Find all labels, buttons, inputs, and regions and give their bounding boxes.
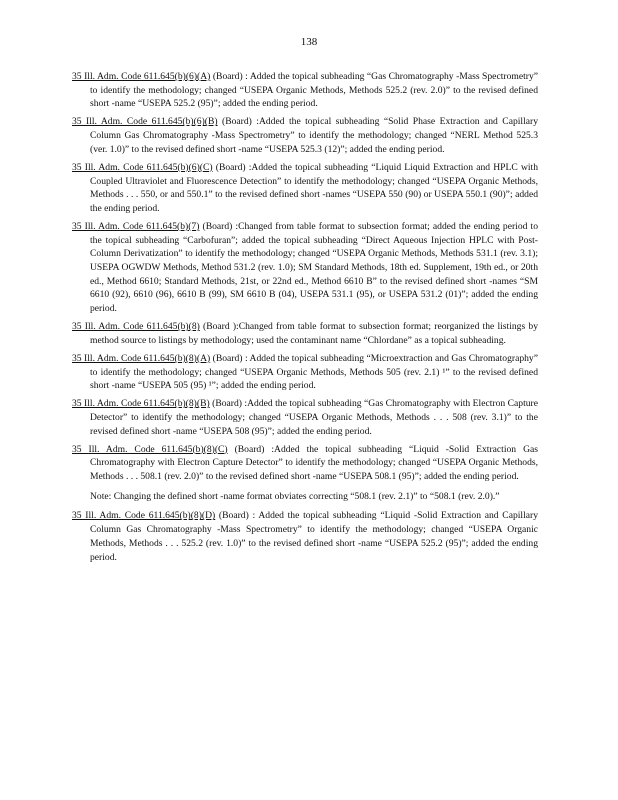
amendment-description: (Board) :Added the topical subheading “Solid Phase Extraction and Capillary Column Gas Chromatography -Mass Spectrometry” to identify the methodology; changed “NERL Method 525.3 (ver. 1.0)” to the revised defined short -name “USEPA 525.3 (12)”; added the ending period.: [90, 116, 538, 155]
code-citation: 35 Ill. Adm. Code 611.645(b)(6)(C): [72, 161, 213, 173]
amendment-description: (Board) : Added the topical subheading “Liquid -Solid Extraction and Capillary Column Gas Chromatography -Mass Spectrometry” to identify the methodology; changed “USEPA Organic Methods, Methods . . . 525.2 (rev. 1.0)” to the revised defined short -name “USEPA 525.2 (95)”; added the ending period.: [90, 510, 538, 563]
amendment-entry: [72, 70, 538, 111]
amendment-entry: [72, 443, 538, 484]
code-citation: 35 Ill. Adm. Code 611.645(b)(6)(B): [72, 116, 218, 128]
amendment-description: (Board) :Added the topical subheading “Gas Chromatography with Electron Capture Detector” to identify the methodology; changed “USEPA Organic Methods, Methods . . . 508 (rev. 3.1)” to the revised defined short -name “USEPA 508 (95)”; added the ending period.: [90, 398, 539, 437]
code-citation: 35 Ill. Adm. Code 611.645(b)(8)(A): [72, 352, 211, 364]
amendment-note: Note: Changing the defined short -name format obviates correcting “508.1 (rev. 2.1)” to “508.1 (rev. 2.0).”: [90, 490, 500, 502]
amendment-list: [72, 70, 538, 569]
amendment-description: (Board) : Added the topical subheading “Gas Chromatography -Mass Spectrometry” to identify the methodology; changed “USEPA Organic Methods, Methods 525.2 (rev. 2.0)” to the revised defined short -name “USEPA 525.2 (95)”; added the ending period.: [90, 71, 538, 110]
code-citation: 35 Ill. Adm. Code 611.645(b)(7): [72, 220, 200, 232]
amendment-description: (Board ):Changed from table format to subsection format; reorganized the listings by method source to listings by methodology; used the contaminant name “Chlordane” as a topical subheading.: [90, 321, 538, 346]
code-citation: 35 Ill. Adm. Code 611.645(b)(8): [72, 321, 200, 333]
amendment-description: (Board) :Added the topical subheading “Liquid Liquid Extraction and HPLC with Coupled Ultraviolet and Fluorescence Detection” to identify the methodology; changed “USEPA Organic Methods, Methods . . . 550, or and 550.1” to the revised defined short -names “USEPA 550 (90) or USEPA 550.1 (90)”; added the ending period.: [90, 161, 539, 214]
code-citation: 35 Ill. Adm. Code 611.645(b)(8)(B): [72, 398, 210, 410]
amendment-entry: [72, 397, 538, 438]
amendment-entry: [72, 115, 538, 156]
amendment-entry: [72, 352, 538, 393]
amendment-entry: [72, 509, 538, 564]
code-citation: 35 Ill. Adm. Code 611.645(b)(8)(C): [72, 443, 228, 455]
amendment-entry: [72, 161, 538, 216]
code-citation: 35 Ill. Adm. Code 611.645(b)(8)(D): [72, 510, 216, 522]
amendment-entry: [72, 220, 538, 316]
amendment-description: (Board) :Added the topical subheading “Liquid -Solid Extraction Gas Chromatography with Electron Capture Detector” to identify the methodology; changed “USEPA Organic Methods, Methods . . . 508.1 (rev. 2.0)” to the revised defined short -name “USEPA 508.1 (95)”; added the ending period.: [90, 443, 538, 483]
amendment-entry: [72, 320, 538, 347]
page-number: 138: [300, 36, 318, 48]
code-citation: 35 Ill. Adm. Code 611.645(b)(6)(A): [72, 71, 211, 82]
amendment-description: (Board) :Changed from table format to subsection format; added the ending period to the topical subheading “Carbofuran”; added the topical subheading “Direct Aqueous Injection HPLC with Post-Column Derivatization” to identify the methodology; changed “USEPA Organic Methods, Methods 531.1 (rev. 3.1); USEPA OGWDW Methods, Method 531.2 (rev. 1.0); SM Standard Methods, 18th ed. Supplement, 19th ed., or 20th ed., Method 6610; Standard Methods, 21st, or 22nd ed., Method 6610 B” to the revised defined short -names “SM 6610 (92), 6610 (96), 6610 B (99), SM 6610 B (04), USEPA 531.1 (95), or USEPA 531.2 (01)”; added the ending period.: [90, 220, 538, 315]
amendment-description: (Board) : Added the topical subheading “Microextraction and Gas Chromatography” to identify the methodology; changed “USEPA Organic Methods, Methods 505 (rev. 2.1) ¹” to the revised defined short -name “USEPA 505 (95) ¹”; added the ending period.: [90, 352, 538, 392]
